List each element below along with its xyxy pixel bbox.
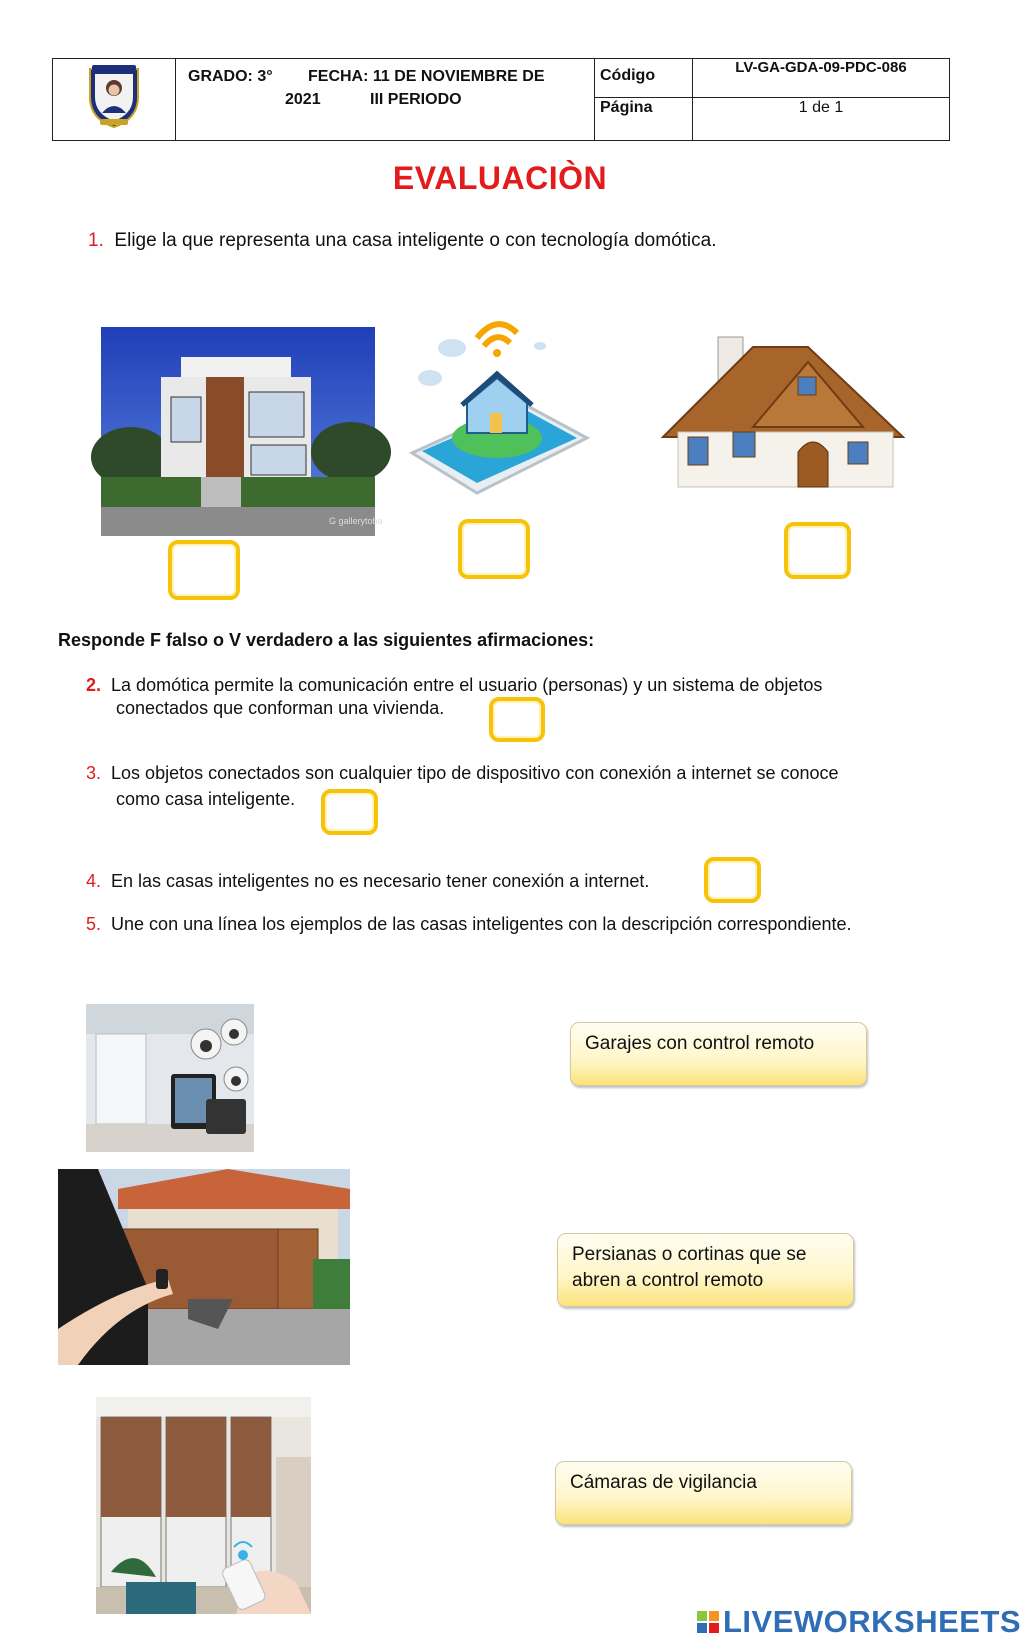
image-caption: G gallerytoba: [329, 516, 383, 526]
question-text: Une con una línea los ejemplos de las casas inteligentes con la descripción correspondiente.: [111, 914, 852, 934]
modern-house-image: [101, 327, 383, 536]
remote-blinds-image: [96, 1397, 311, 1614]
question-number: 4.: [86, 871, 102, 891]
liveworksheets-logo: [697, 1604, 1021, 1640]
question-text-line1: Los objetos conectados son cualquier tipo de dispositivo con conexión a internet se conoce: [111, 763, 839, 783]
match-label-blinds[interactable]: [557, 1233, 854, 1307]
match-label-cameras[interactable]: [555, 1461, 852, 1525]
code-label: Código: [600, 67, 656, 84]
question-5: [86, 911, 851, 937]
smartphone-house-image: [402, 308, 592, 503]
header-divider: [595, 97, 949, 98]
question-4: [86, 868, 649, 894]
value-cell: [693, 59, 949, 140]
match-label-text-line1: Persianas o cortinas que se: [572, 1244, 807, 1265]
grade-text: GRADO: 3°: [188, 68, 273, 85]
date-text: FECHA: 11 DE NOVIEMBRE DE: [308, 68, 545, 85]
liveworksheets-icon: [697, 1611, 719, 1633]
match-label-garages[interactable]: [570, 1022, 867, 1086]
header-table: [52, 58, 950, 141]
answer-box-q2[interactable]: [489, 697, 545, 742]
cottage-house-image: [658, 327, 908, 492]
true-false-instruction: Responde F falso o V verdadero a las siguientes afirmaciones:: [58, 630, 595, 650]
grade-date-cell: [176, 59, 595, 140]
question-number: 3.: [86, 763, 102, 783]
question-number: 1.: [88, 230, 104, 251]
question-number: 2.: [86, 675, 102, 695]
period-text: III PERIODO: [370, 91, 462, 108]
logo-cell: [53, 59, 176, 140]
brand-text: LIVEWORKSHEETS: [723, 1604, 1021, 1639]
remote-garage-image: [58, 1169, 350, 1365]
match-label-text-line2: abren a control remoto: [572, 1270, 764, 1291]
answer-box-q1-modern-house[interactable]: [168, 540, 240, 600]
school-crest-logo: [86, 63, 142, 129]
question-text-line2: conectados que conforman una vivienda.: [116, 698, 445, 718]
question-text-line2: como casa inteligente.: [116, 789, 296, 809]
question-text-line1: La domótica permite la comunicación entre el usuario (personas) y un sistema de objetos: [111, 675, 823, 695]
question-text: En las casas inteligentes no es necesario tener conexión a internet.: [111, 871, 650, 891]
answer-box-q1-cottage[interactable]: [784, 522, 851, 579]
match-label-text: Cámaras de vigilancia: [570, 1472, 757, 1493]
answer-box-q1-smartphone-house[interactable]: [458, 519, 530, 579]
question-1: [88, 228, 717, 254]
answer-box-q4[interactable]: [704, 857, 761, 903]
page-value: 1 de 1: [798, 99, 844, 116]
question-2: [86, 674, 822, 720]
page-label: Página: [600, 99, 653, 116]
match-label-text: Garajes con control remoto: [585, 1033, 815, 1054]
question-number: 5.: [86, 914, 102, 934]
year-text: 2021: [285, 91, 321, 108]
page-title: EVALUACIÒN: [392, 160, 608, 196]
code-value: LV-GA-GDA-09-PDC-086: [735, 59, 907, 76]
question-text: Elige la que representa una casa inteligente o con tecnología domótica.: [114, 230, 717, 251]
answer-box-q3[interactable]: [321, 789, 378, 835]
question-3: [86, 760, 934, 812]
security-cameras-image: [86, 1004, 254, 1152]
label-cell: [595, 59, 693, 140]
